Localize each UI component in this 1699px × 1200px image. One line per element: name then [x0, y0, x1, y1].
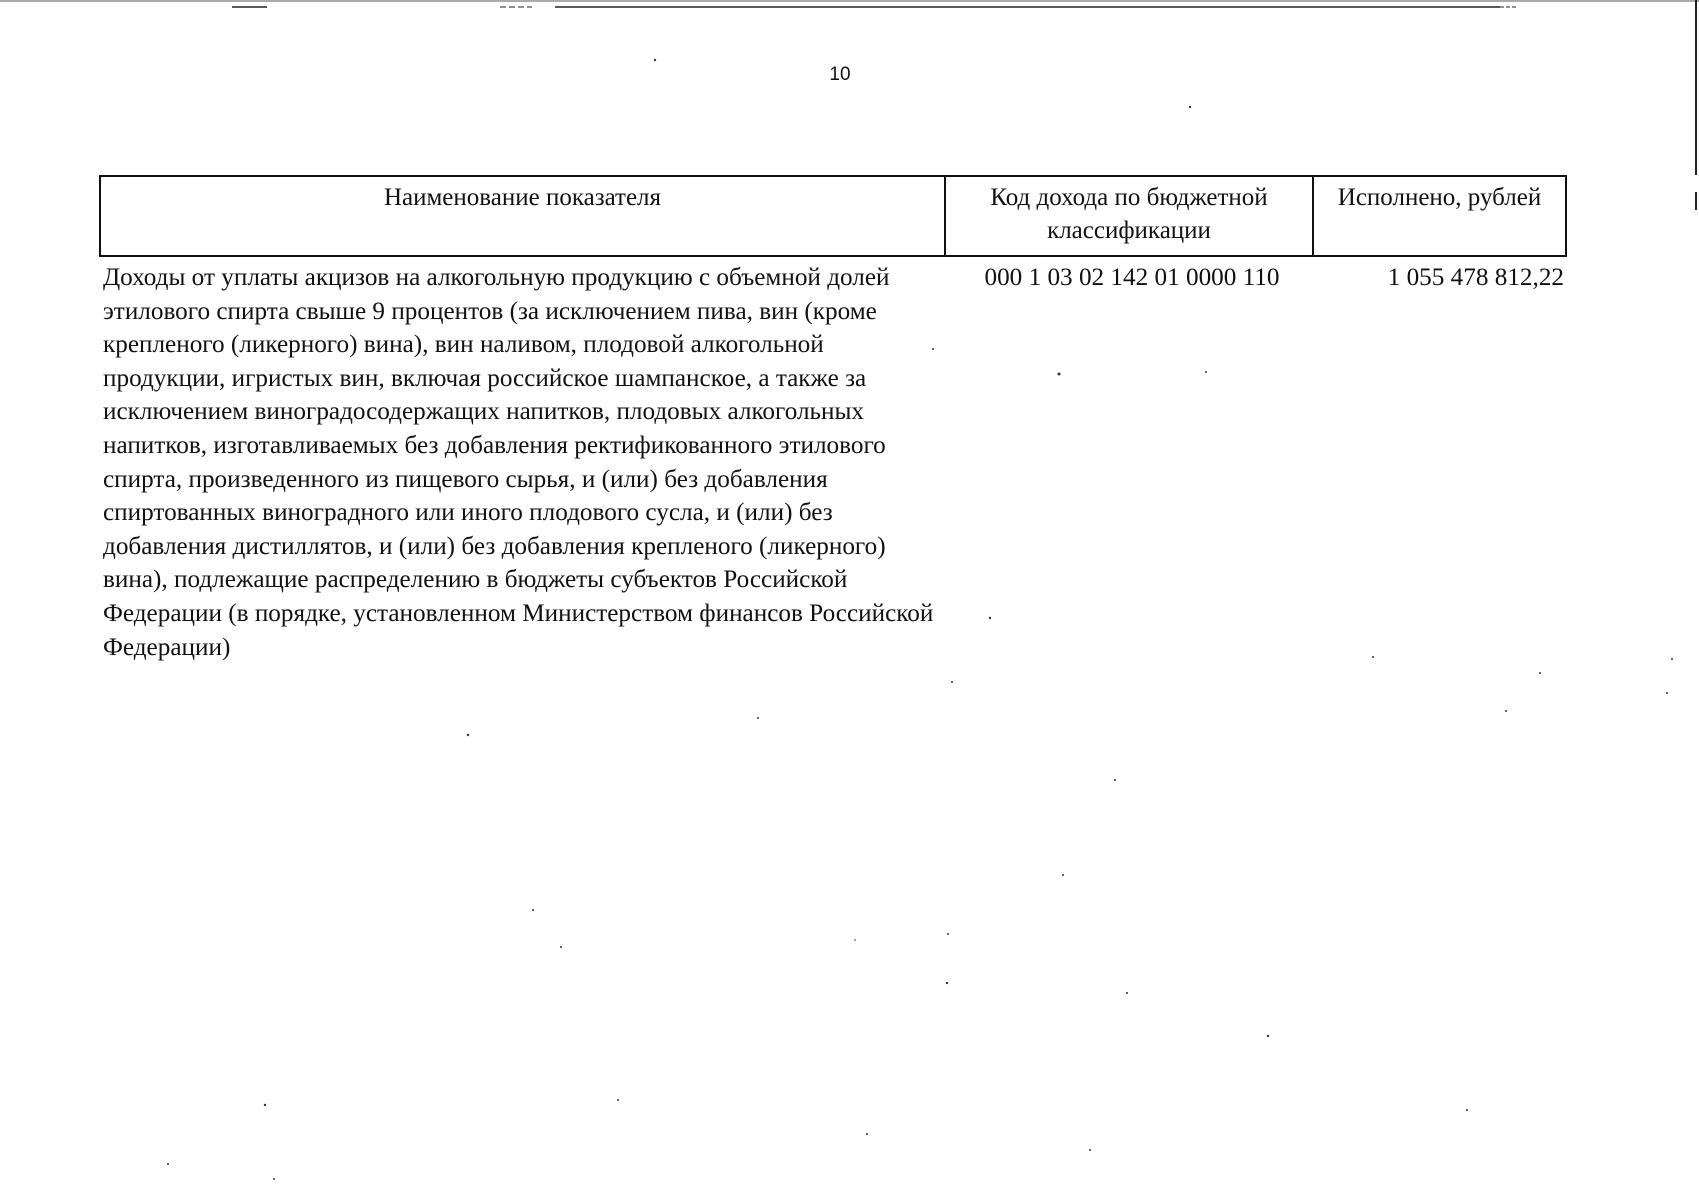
- scan-edge-artifact: [0, 0, 1699, 10]
- indicator-name-cell: Доходы от уплаты акцизов на алкогольную продукцию с объемной долей этилового спирта свыше 9 процентов (за исключением пива, вин (кроме крепленого (ликерного) вина), вин наливом, плодовой алкогольной продукции, игристых вин, включая российское шампанское, а также за исключением виноградосодержащих напитков, плодовых алкогольных напитков, изготавливаемых без добавления ректификованного этилового спирта, произведенного из пищевого сырья, и (или) без добавления спиртованных виноградного или иного плодового сусла, и (или) без добавления дистиллятов, и (или) без добавления крепленого (ликерного) вина), подлежащие распределению в бюджеты субъектов Российской Федерации (в порядке, установленном Министерством финансов Российской Федерации): [103, 264, 934, 661]
- table-header-row: [100, 176, 1566, 256]
- budget-code-cell: 000 1 03 02 142 01 0000 110: [984, 264, 1280, 291]
- revenue-table: [99, 175, 1567, 664]
- scan-edge-artifact-right: [1693, 0, 1699, 230]
- header-budget-code: Код дохода по бюджетной классификации: [945, 176, 1313, 256]
- header-executed-amount: Исполнено, рублей: [1313, 176, 1566, 256]
- table-row: [100, 256, 1566, 664]
- executed-amount-cell: 1 055 478 812,22: [1387, 264, 1564, 291]
- page-number: 10: [829, 64, 851, 85]
- header-indicator-name: Наименование показателя: [100, 176, 945, 256]
